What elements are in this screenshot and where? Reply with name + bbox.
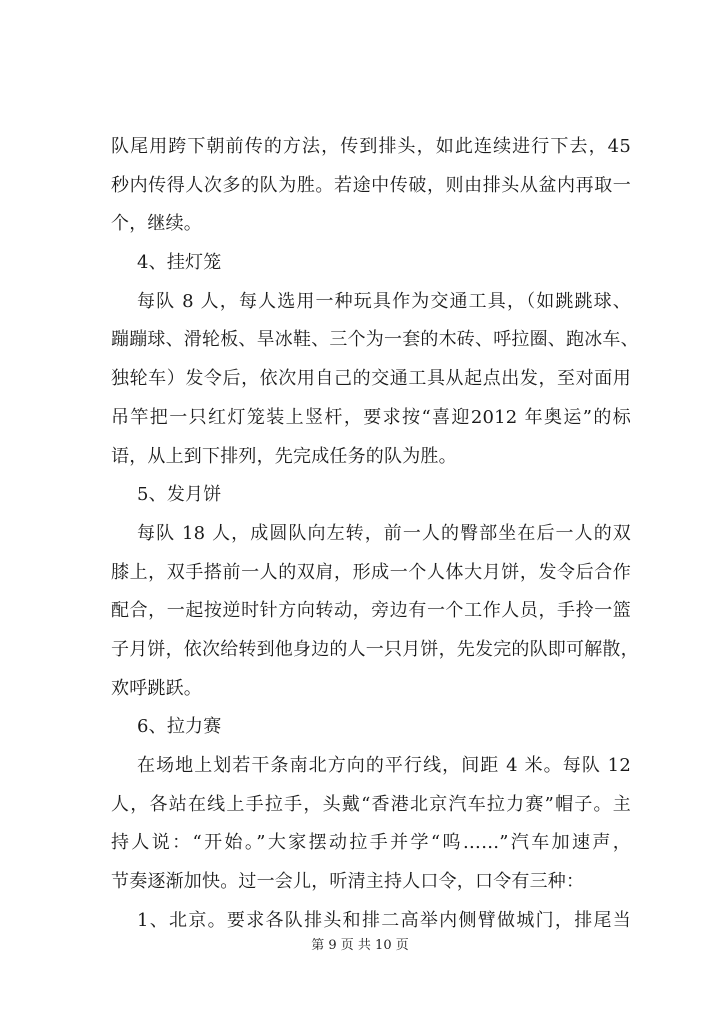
text-line: 蹦蹦球、滑轮板、旱冰鞋、三个为一套的木砖、呼拉圈、跑冰车、 xyxy=(111,329,639,351)
text-line: 持人说：“开始。”大家摆动拉手并学“呜……”汽车加速声， xyxy=(111,832,631,854)
text-line: 语，从上到下排列，先完成任务的队为胜。 xyxy=(111,445,457,467)
text-line: 子月饼，依次给转到他身边的人一只月饼，先发完的队即可解散， xyxy=(111,638,639,660)
text-line: 欢呼跳跃。 xyxy=(111,677,202,699)
text-line: 膝上，双手搭前一人的双肩，形成一个人体大月饼，发令后合作 xyxy=(111,561,631,583)
text-line: 4、挂灯笼 xyxy=(137,252,222,274)
document-body xyxy=(111,128,639,940)
text-line: 每队 18 人，成圆队向左转，前一人的臀部坐在后一人的双 xyxy=(137,522,631,544)
text-line: 配合，一起按逆时针方向转动，旁边有一个工作人员，手拎一篮 xyxy=(111,600,631,622)
text-line: 吊竿把一只红灯笼装上竖杆，要求按“喜迎2012 年奥运”的标 xyxy=(111,406,631,428)
text-line: 秒内传得人次多的队为胜。若途中传破，则由排头从盆内再取一 xyxy=(111,174,631,196)
text-line: 队尾用跨下朝前传的方法，传到排头，如此连续进行下去，45 xyxy=(111,136,631,157)
text-line: 5、发月饼 xyxy=(137,484,222,506)
text-line: 1、北京。要求各队排头和排二高举内侧臂做城门，排尾当 xyxy=(137,909,631,931)
text-line: 节奏逐渐加快。过一会儿，听清主持人口令，口令有三种： xyxy=(111,871,585,893)
text-line: 独轮车）发令后，依次用自己的交通工具从起点出发，至对面用 xyxy=(111,368,631,390)
text-line: 在场地上划若干条南北方向的平行线，间距 4 米。每队 12 xyxy=(137,755,631,776)
page-footer: 第 9 页 共 10 页 xyxy=(311,938,409,953)
text-line: 每队 8 人，每人选用一种玩具作为交通工具，（如跳跳球、 xyxy=(137,290,631,312)
text-line: 6、拉力赛 xyxy=(137,716,222,738)
text-line: 人，各站在线上手拉手，头戴“香港北京汽车拉力赛”帽子。主 xyxy=(111,793,631,815)
text-line: 个，继续。 xyxy=(111,213,202,235)
